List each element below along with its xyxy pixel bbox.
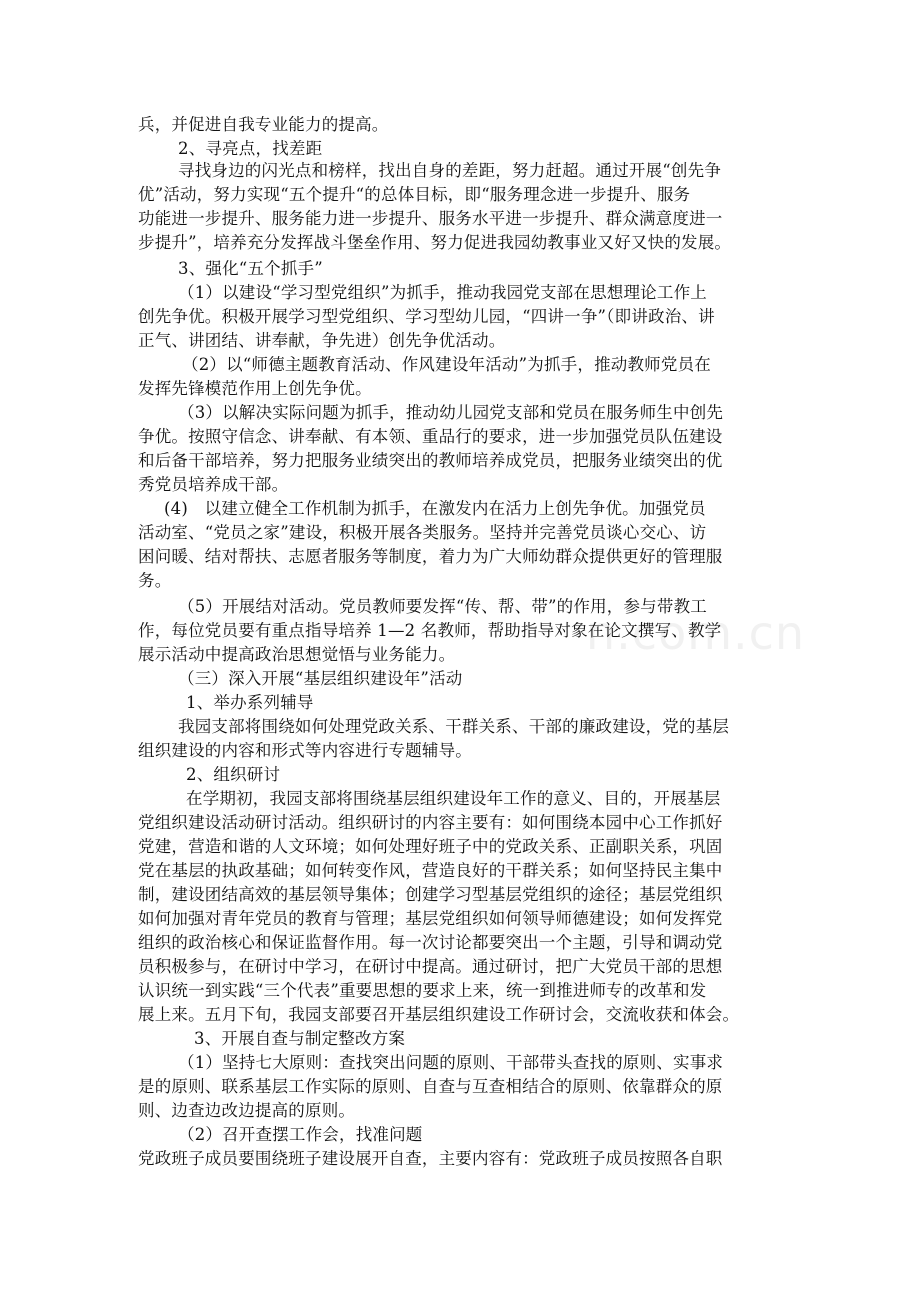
text-line: （1）以建设“学习型党组织”为抓手，推动我园党支部在思想理论工作上: [178, 283, 707, 302]
text-line: 务。: [138, 571, 172, 590]
text-line: 秀党员培养成干部。: [138, 475, 289, 494]
text-line: 则、边查边改边提高的原则。: [138, 1101, 356, 1120]
text-line: 争优。按照守信念、讲奉献、有本领、重品行的要求，进一步加强党员队伍建设: [138, 427, 723, 446]
text-line: （2）召开查摆工作会，找准问题: [178, 1125, 423, 1144]
text-line: 功能进一步提升、服务能力进一步提升、服务水平进一步提升、群众满意度进一: [138, 209, 723, 228]
text-line: 组织的政治核心和保证监督作用。每一次讨论都要突出一个主题，引导和调动党: [138, 933, 723, 952]
section-heading: 3、开展自查与制定整改方案: [194, 1029, 406, 1048]
text-line: （5）开展结对活动。党员教师要发挥“传、帮、带”的作用，参与带教工: [178, 597, 707, 616]
text-line: (4) 以建立健全工作机制为抓手，在激发内在活力上创先争优。加强党员: [164, 499, 706, 518]
text-line: 党政班子成员要围绕班子建设展开自查，主要内容有：党政班子成员按照各自职: [138, 1149, 723, 1168]
section-heading: 2、组织研讨: [186, 765, 281, 784]
text-line: 发挥先锋模范作用上创先争优。: [138, 379, 372, 398]
text-line: 困问暖、结对帮扶、志愿者服务等制度，着力为广大师幼群众提供更好的管理服: [138, 547, 723, 566]
text-line: 寻找身边的闪光点和榜样，找出自身的差距，努力赶超。通过开展“创先争: [178, 161, 722, 180]
text-line: 和后备干部培养，努力把服务业绩突出的教师培养成党员，把服务业绩突出的优: [138, 451, 723, 470]
text-line: 员积极参与，在研讨中学习，在研讨中提高。通过研讨，把广大党员干部的思想: [138, 957, 723, 976]
section-heading: 2、寻亮点，找差距: [178, 139, 323, 158]
text-line: 创先争优。积极开展学习型党组织、学习型幼儿园，“四讲一争”（即讲政治、讲: [138, 307, 715, 326]
text-line: 党建，营造和谐的人文环境；如何处理好班子中的党政关系、正副职关系，巩固: [138, 837, 723, 856]
text-line: （1）坚持七大原则：查找突出问题的原则、干部带头查找的原则、实事求: [178, 1053, 724, 1072]
text-line: 在学期初，我园支部将围绕基层组织建设年工作的意义、目的，开展基层: [186, 789, 721, 808]
text-line: 展上来。五月下旬，我园支部要召开基层组织建设工作研讨会，交流收获和体会。: [138, 1005, 740, 1024]
text-line: 兵，并促进自我专业能力的提高。: [138, 115, 389, 134]
text-line: 是的原则、联系基层工作实际的原则、自查与互查相结合的原则、依靠群众的原: [138, 1077, 723, 1096]
text-line: （2）以“师德主题教育活动、作风建设年活动”为抓手，推动教师党员在: [182, 355, 711, 374]
section-heading: 3、强化“五个抓手”: [178, 259, 323, 278]
text-line: 活动室、“党员之家”建设，积极开展各类服务。坚持并完善党员谈心交心、访: [138, 523, 707, 542]
text-line: （3）以解决实际问题为抓手，推动幼儿园党支部和党员在服务师生中创先: [178, 403, 724, 422]
text-line: 党在基层的执政基础；如何转变作风，营造良好的干群关系；如何坚持民主集中: [138, 861, 723, 880]
text-line: 步提升”，培养充分发挥战斗堡垒作用、努力促进我园幼教事业又好又快的发展。: [138, 233, 732, 252]
text-line: 优”活动，努力实现“五个提升“的总体目标，即“服务理念进一步提升、服务: [138, 185, 691, 204]
text-line: 正气、讲团结、讲奉献，争先进）创先争优活动。: [138, 331, 506, 350]
text-line: 如何加强对青年党员的教育与管理；基层党组织如何领导师德建设；如何发挥党: [138, 909, 723, 928]
text-line: 作，每位党员要有重点指导培养 1—2 名教师，帮助指导对象在论文撰写、教学: [138, 621, 722, 640]
text-line: 展示活动中提高政治思想觉悟与业务能力。: [138, 645, 456, 664]
text-line: 组织建设的内容和形式等内容进行专题辅导。: [138, 741, 472, 760]
watermark: n.com.cn: [586, 606, 806, 660]
section-heading: 1、举办系列辅导: [186, 693, 314, 712]
text-line: 党组织建设活动研讨活动。组织研讨的内容主要有：如何围绕本园中心工作抓好: [138, 813, 723, 832]
text-line: 我园支部将围绕如何处理党政关系、干群关系、干部的廉政建设，党的基层: [178, 717, 730, 736]
text-line: 认识统一到实践“三个代表”重要思想的要求上来，统一到推进师专的改革和发: [138, 981, 707, 1000]
text-line: 制，建设团结高效的基层领导集体；创建学习型基层党组织的途径；基层党组织: [138, 885, 723, 904]
section-heading: （三）深入开展“基层组织建设年”活动: [178, 669, 463, 688]
